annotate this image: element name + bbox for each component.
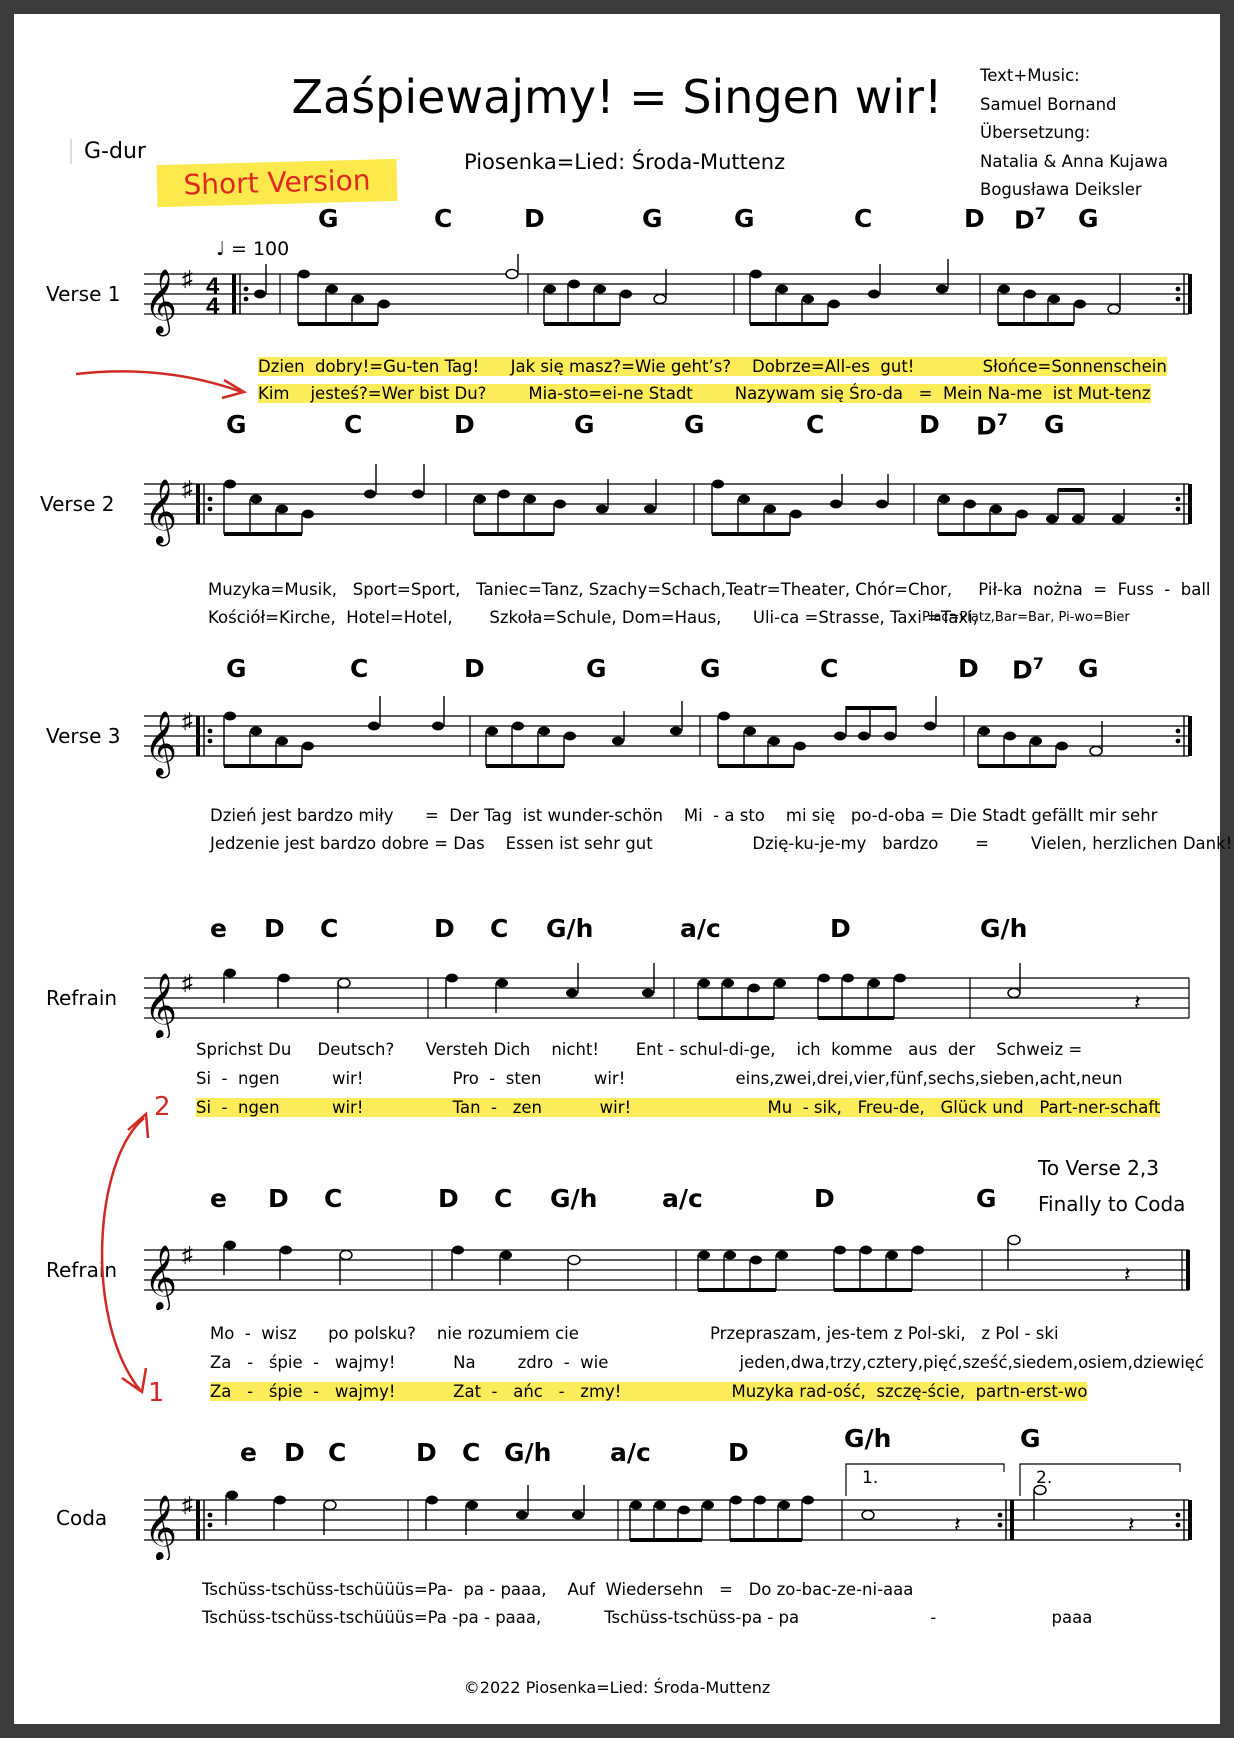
credits (980, 62, 1168, 205)
chord: G (586, 654, 607, 683)
section-label: Verse 3 (46, 724, 121, 748)
chord: a/c (662, 1184, 703, 1213)
credit-line: Samuel Bornand (980, 94, 1117, 114)
chord: D (728, 1438, 749, 1467)
chord: G/h (546, 914, 594, 943)
svg-text:♯: ♯ (182, 266, 193, 291)
chord: C (854, 204, 873, 233)
chord: G (226, 410, 247, 439)
lyric-line: Muzyka=Musik, Sport=Sport, Taniec=Tanz, Szachy=Schach,Teatr=Theater, Chór=Chor, Pił-ka nożna = Fuss - ball (208, 580, 1211, 599)
lyric-line: Dzien dobry!=Gu-ten Tag! Jak się masz?=Wie geht’s? Dobrze=All-es gut! Słońce=Sonnenschein (258, 357, 1167, 376)
chord: D (919, 410, 940, 439)
section-label: Refrain (46, 986, 118, 1010)
chord: D (454, 410, 475, 439)
chord-row (14, 654, 1220, 688)
chord: C (462, 1438, 481, 1467)
section-label: Coda (56, 1506, 108, 1530)
chord: G (734, 204, 755, 233)
credit-line: Natalia & Anna Kujawa (980, 151, 1168, 171)
chord: D (416, 1438, 437, 1467)
chord: G (642, 204, 663, 233)
chord: G (976, 1184, 997, 1213)
tempo-marking: ♩ = 100 (216, 238, 290, 260)
treble-clef-icon: 𝄞 (144, 711, 178, 776)
music-staff (134, 1460, 1194, 1560)
svg-text:4: 4 (206, 273, 220, 300)
lyric-line: Si - ngen wir! Pro - sten wir! eins,zwei,drei,vier,fünf,sechs,sieben,acht,neun (196, 1069, 1123, 1088)
chord: G (226, 654, 247, 683)
lyric-line: Kim jesteś?=Wer bist Du? Mia-sto=ei-ne Stadt Nazywam się Śro-da = Mein Na-me ist Mut-tenz (258, 384, 1151, 403)
red-arrow-icon (74, 364, 254, 404)
lyric-line: Sprichst Du Deutsch? Versteh Dich nicht! Ent - schul-di-ge, ich komme aus der Schweiz = (196, 1040, 1083, 1059)
chord: G/h (504, 1438, 552, 1467)
chord: C (350, 654, 369, 683)
svg-text:♯: ♯ (182, 1242, 193, 1267)
quarter-rest-icon: 𝄽 (954, 1512, 961, 1537)
chord: e (210, 1184, 227, 1213)
chord: D (434, 914, 455, 943)
lyric-line: Dzień jest bardzo miły = Der Tag ist wunder-schön Mi - a sto mi się po-d-oba = Die Stadt gefällt mir sehr (210, 806, 1158, 825)
chord: C (328, 1438, 347, 1467)
chord: a/c (610, 1438, 651, 1467)
section-label: Verse 2 (40, 492, 115, 516)
chord: D (464, 654, 485, 683)
lyric-line: Kościół=Kirche, Hotel=Hotel, Szkoła=Schule, Dom=Haus, Uli-ca =Strasse, Taxi =Taxi, (208, 608, 978, 627)
sheet-page (14, 14, 1233, 1724)
lyric-line: Mo - wisz po polsku? nie rozumiem cie Przepraszam, jes-tem z Pol-ski, z Pol - ski (210, 1324, 1059, 1343)
svg-text:4: 4 (206, 293, 220, 320)
short-version-badge: Short Version (156, 159, 397, 207)
lyric-line: Za - śpie - wajmy! Na zdro - wie jeden,dwa,trzy,cztery,pięć,sześć,siedem,osiem,dziewięć (210, 1353, 1205, 1372)
lyric-line: Tschüss-tschüss-tschüüüs=Pa- pa - paaa, Auf Wiedersehn = Do zo-bac-ze-ni-aaa (202, 1580, 914, 1599)
quarter-rest-icon: 𝄽 (1128, 1512, 1135, 1537)
music-staff (134, 1230, 1194, 1310)
chord: D (964, 204, 985, 233)
lyric-line: Za - śpie - wajmy! Zat - ańc - zmy! Muzyka rad-ość, szczę-ście, partn-erst-wo (210, 1382, 1088, 1401)
chord: D (830, 914, 851, 943)
chord-row (14, 204, 1220, 238)
credit-line: Bogusława Deiksler (980, 180, 1142, 199)
navigation-note: To Verse 2,3 (1038, 1156, 1159, 1180)
volta-2-label: 2. (1036, 1468, 1053, 1488)
chord: D (438, 1184, 459, 1213)
section-label: Verse 1 (46, 282, 121, 306)
chord: C (324, 1184, 343, 1213)
chord: D (814, 1184, 835, 1213)
chord: a/c (680, 914, 721, 943)
chord: $D^7$ (1012, 654, 1044, 685)
chord: e (210, 914, 227, 943)
chord: $D^7$ (1014, 204, 1046, 235)
chord: C (494, 1184, 513, 1213)
chord: G/h (980, 914, 1028, 943)
volta-1-label: 1. (862, 1468, 879, 1488)
red-curved-arrow-icon (74, 1100, 164, 1400)
lyric-line: Tschüss-tschüss-tschüüüs=Pa -pa - paaa, Tschüss-tschüss-pa - pa - paaa (202, 1608, 1093, 1627)
song-title: Zaśpiewajmy! = Singen wir! (291, 70, 943, 124)
quarter-rest-icon: 𝄽 (1134, 990, 1141, 1015)
chord: D (958, 654, 979, 683)
key-signature-label: G-dur (70, 139, 146, 164)
chord: G (1078, 654, 1099, 683)
chord: C (320, 914, 339, 943)
copyright-footer: ©2022 Piosenka=Lied: Środa-Muttenz (463, 1678, 771, 1697)
chord: C (344, 410, 363, 439)
chord-row (14, 914, 1220, 948)
repeat-marker-2: 2 (154, 1092, 171, 1122)
treble-clef-icon: 𝄞 (144, 479, 178, 544)
chord: C (806, 410, 825, 439)
chord: G (318, 204, 339, 233)
credit-line: Übersetzung: (980, 123, 1091, 142)
music-staff (134, 464, 1194, 554)
music-staff (134, 958, 1194, 1038)
chord: C (490, 914, 509, 943)
treble-clef-icon: 𝄞 (144, 973, 178, 1038)
chord: D (268, 1184, 289, 1213)
svg-text:♯: ♯ (182, 708, 193, 733)
music-staff (134, 254, 1194, 344)
chord-row (14, 410, 1220, 444)
chord: C (820, 654, 839, 683)
chord: e (240, 1438, 257, 1467)
chord: G (700, 654, 721, 683)
navigation-note: Finally to Coda (1038, 1192, 1186, 1216)
chord: G (1020, 1424, 1041, 1453)
music-staff (134, 696, 1194, 786)
chord-row (14, 1184, 1220, 1218)
chord: D (524, 204, 545, 233)
lyric-line: Plac=Platz,Bar=Bar, Pi-wo=Bier (922, 610, 1130, 625)
chord: G (1044, 410, 1065, 439)
chord: $D^7$ (976, 410, 1008, 441)
svg-text:♯: ♯ (182, 1492, 193, 1517)
chord: C (434, 204, 453, 233)
song-subtitle: Piosenka=Lied: Środa-Muttenz (464, 150, 786, 174)
chord: D (264, 914, 285, 943)
lyric-line: Si - ngen wir! Tan - zen wir! Mu - sik, Freu-de, Glück und Part-ner-schaft (196, 1098, 1161, 1117)
repeat-marker-1: 1 (148, 1378, 165, 1408)
treble-clef-icon: 𝄞 (144, 269, 178, 334)
chord: G/h (844, 1424, 892, 1453)
treble-clef-icon: 𝄞 (144, 1245, 178, 1310)
chord: D (284, 1438, 305, 1467)
svg-text:♯: ♯ (182, 970, 193, 995)
treble-clef-icon: 𝄞 (144, 1495, 178, 1560)
chord: G (1078, 204, 1099, 233)
chord: G/h (550, 1184, 598, 1213)
chord: G (684, 410, 705, 439)
credit-line: Text+Music: (980, 66, 1080, 85)
chord: G (574, 410, 595, 439)
svg-text:♯: ♯ (182, 476, 193, 501)
section-label: Refrain (46, 1258, 118, 1282)
quarter-rest-icon: 𝄽 (1124, 1262, 1131, 1287)
lyric-line: Jedzenie jest bardzo dobre = Das Essen ist sehr gut Dzię-ku-je-my bardzo = Vielen, herzlichen Dank! (210, 834, 1233, 853)
